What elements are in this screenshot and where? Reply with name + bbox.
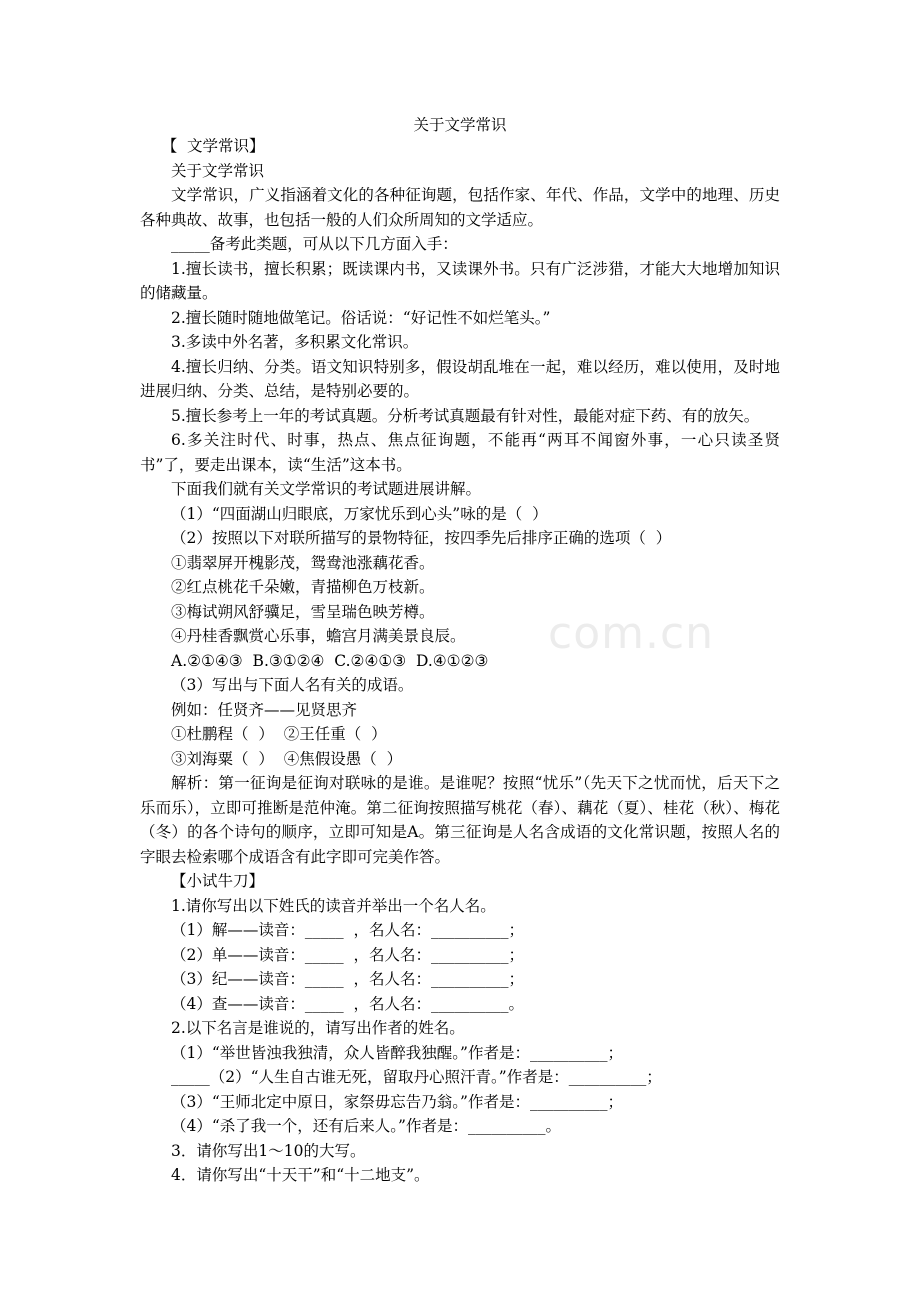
- watermark: com.cn: [548, 608, 715, 659]
- paragraph: 文学常识，广义指涵着文化的各种征询题，包括作家、年代、作品，文学中的地理、历史各种典故、故事，也包括一般的人们众所周知的文学适应。: [140, 186, 780, 229]
- practice-q1-item: （1）解——读音：_____ ，名人名：__________；: [171, 921, 524, 939]
- practice-q1-item: （4）查——读音：_____ ，名人名：__________。: [171, 994, 524, 1013]
- couplet-4: ④丹桂香飘赏心乐事，蟾宫月满美景良辰。: [171, 627, 466, 645]
- practice-heading: 【小试牛刀】: [171, 872, 265, 890]
- example-line: 例如：任贤齐——见贤思齐: [171, 700, 358, 719]
- practice-q2-item: _____（2）“人生自古谁无死，留取丹心照汗青。”作者是：__________；: [171, 1068, 662, 1086]
- subheading: 关于文学常识: [171, 161, 265, 180]
- analysis: 解析：第一征询是征询对联咏的是谁。是谁呢？按照“忧乐”（先天下之忧而忧，后天下之乐而乐），立即可推断是范仲淹。第二征询按照描写桃花（春）、藕花（夏）、桂花（秋）、梅花（冬）的各个诗句的顺序，立即可知是A。第三征询是人名含成语的文化常识题，按照人名的字眼去检索哪个成语含有此字即可完美作答。: [140, 774, 780, 866]
- tip-6: 6.多关注时代、时事，热点、焦点征询题，不能再“两耳不闻窗外事，一心只读圣贤书”了，要走出课本，读“生活”这本书。: [140, 431, 780, 474]
- practice-q2: 2.以下名言是谁说的，请写出作者的姓名。: [171, 1019, 465, 1037]
- paragraph: 下面我们就有关文学常识的考试题进展讲解。: [171, 480, 482, 498]
- tip-3: 3.多读中外名著，多积累文化常识。: [171, 333, 419, 351]
- practice-q2-item: （3）“王师北定中原日，家祭毋忘告乃翁。”作者是：__________；: [171, 1092, 623, 1111]
- tip-1: 1.擅长读书，擅长积累；既读课内书，又读课外书。只有广泛涉猎，才能大大地增加知识的储藏量。: [140, 259, 780, 302]
- couplet-1: ①翡翠屏开槐影茂，鸳鸯池涨藕花香。: [171, 553, 435, 572]
- question-1: （1）“四面湖山归眼底，万家忧乐到心头”咏的是（ ）: [171, 504, 548, 523]
- names-line-1: ①杜鹏程（ ） ②王任重（ ）: [171, 725, 387, 743]
- document-title: 关于文学常识: [413, 116, 507, 134]
- practice-q4: 4．请你写出“十天干”和“十二地支”。: [171, 1166, 430, 1184]
- couplet-3: ③梅试朔风舒骥足，雪呈瑞色映芳樽。: [171, 602, 435, 621]
- practice-q1-item: （2）单——读音：_____ ，名人名：__________；: [171, 945, 524, 964]
- section-heading: 【 文学常识】: [161, 137, 265, 155]
- tip-2: 2.擅长随时随地做笔记。俗话说：“好记性不如烂笔头。”: [171, 308, 551, 327]
- practice-q1: 1.请你写出以下姓氏的读音并举出一个名人名。: [171, 896, 496, 915]
- tip-5: 5.擅长参考上一年的考试真题。分析考试真题最有针对性，最能对症下药、有的放矢。: [171, 406, 760, 425]
- names-line-2: ③刘海粟（ ） ④焦假设愚（ ）: [171, 749, 403, 768]
- practice-q2-item: （1）“举世皆浊我独清，众人皆醉我独醒。”作者是：__________；: [171, 1043, 623, 1062]
- question-3: （3）写出与下面人名有关的成语。: [171, 676, 414, 694]
- question-2: （2）按照以下对联所描写的景物特征，按四季先后排序正确的选项（ ）: [171, 529, 672, 547]
- paragraph: _____备考此类题，可从以下几方面入手：: [171, 235, 458, 253]
- practice-q2-item: （4）“杀了我一个，还有后来人。”作者是：__________。: [171, 1117, 561, 1135]
- answer-options: A.②①④③ B.③①②④ C.②④①③ D.④①②③: [171, 651, 489, 670]
- tip-4: 4.擅长归纳、分类。语文知识特别多，假设胡乱堆在一起，难以经历，难以使用，及时地进展归纳、分类、总结，是特别必要的。: [140, 357, 780, 400]
- practice-q1-item: （3）纪——读音：_____ ，名人名：__________；: [171, 970, 524, 988]
- document-body: [140, 134, 780, 1188]
- practice-q3: 3．请你写出1～10的大写。: [171, 1141, 366, 1160]
- couplet-2: ②红点桃花千朵嫩，青描柳色万枝新。: [171, 578, 435, 596]
